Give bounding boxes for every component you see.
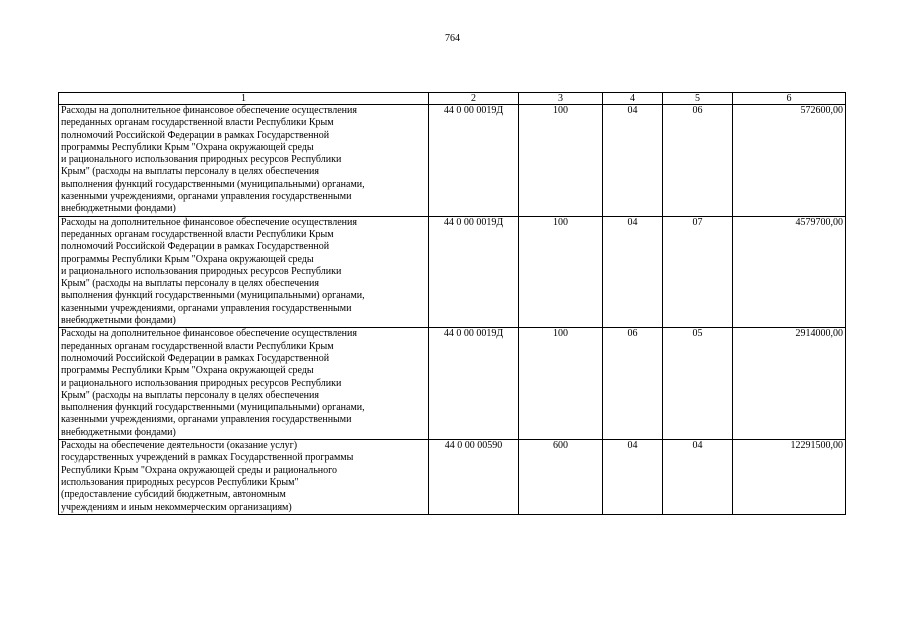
expense-name-line: переданных органам государственной власти Республики Крым bbox=[61, 228, 334, 240]
expense-name-line: казенными учреждениями, органами управления государственными bbox=[61, 414, 352, 426]
header-col-3: 3 bbox=[519, 93, 603, 105]
expense-name-line: внебюджетными фондами) bbox=[61, 315, 176, 327]
expense-name-line: Расходы на обеспечение деятельности (оказание услуг) bbox=[61, 440, 298, 452]
expense-name-line: Расходы на дополнительное финансовое обеспечение осуществления bbox=[61, 328, 357, 340]
expense-name-line: полномочий Российской Федерации в рамках Государственной bbox=[61, 129, 330, 141]
expense-name-line: Крым" (расходы на выплаты персоналу в целях обеспечения bbox=[61, 278, 319, 290]
table-row bbox=[59, 440, 846, 515]
target-article-code: 44 0 00 0019Д bbox=[429, 328, 519, 440]
expense-name-line: выполнения функций государственными (муниципальными) органами, bbox=[61, 290, 365, 302]
amount-cell: 2914000,00 bbox=[733, 328, 846, 440]
header-col-2: 2 bbox=[429, 93, 519, 105]
table-row bbox=[59, 328, 846, 440]
expense-name-line: полномочий Российской Федерации в рамках Государственной bbox=[61, 352, 330, 364]
expense-type-code: 600 bbox=[519, 440, 603, 515]
expense-name-line: внебюджетными фондами) bbox=[61, 203, 176, 215]
expense-name-line: программы Республики Крым "Охрана окружающей среды bbox=[61, 141, 314, 153]
expense-name-line: выполнения функций государственными (муниципальными) органами, bbox=[61, 178, 365, 190]
header-col-1: 1 bbox=[59, 93, 429, 105]
expense-name-cell bbox=[59, 328, 429, 440]
subsection-code: 06 bbox=[663, 105, 733, 217]
subsection-code: 07 bbox=[663, 216, 733, 328]
subsection-code: 05 bbox=[663, 328, 733, 440]
section-code: 04 bbox=[603, 105, 663, 217]
expense-name-line: государственных учреждений в рамках Государственной программы bbox=[61, 452, 354, 464]
expense-name-line: программы Республики Крым "Охрана окружающей среды bbox=[61, 365, 314, 377]
section-code: 04 bbox=[603, 440, 663, 515]
table-row bbox=[59, 105, 846, 217]
expense-name-line: учреждениям и иным некоммерческим организациям) bbox=[61, 501, 292, 513]
expense-name-line: Расходы на дополнительное финансовое обеспечение осуществления bbox=[61, 216, 357, 228]
section-code: 04 bbox=[603, 216, 663, 328]
section-code: 06 bbox=[603, 328, 663, 440]
expense-name-cell bbox=[59, 105, 429, 217]
header-col-6: 6 bbox=[733, 93, 846, 105]
subsection-code: 04 bbox=[663, 440, 733, 515]
table-header-row bbox=[59, 93, 846, 105]
expense-name-line: переданных органам государственной власти Республики Крым bbox=[61, 340, 334, 352]
expense-type-code: 100 bbox=[519, 105, 603, 217]
target-article-code: 44 0 00 00590 bbox=[429, 440, 519, 515]
target-article-code: 44 0 00 0019Д bbox=[429, 216, 519, 328]
expense-name-line: внебюджетными фондами) bbox=[61, 426, 176, 438]
expense-name-line: и рационального использования природных ресурсов Республики bbox=[61, 265, 342, 277]
expense-type-code: 100 bbox=[519, 328, 603, 440]
expense-name-line: Расходы на дополнительное финансовое обеспечение осуществления bbox=[61, 105, 357, 116]
expense-name-line: использования природных ресурсов Республики Крым" bbox=[61, 476, 299, 488]
page-number: 764 bbox=[445, 33, 460, 44]
expense-name-line: программы Республики Крым "Охрана окружающей среды bbox=[61, 253, 314, 265]
expense-name-line: переданных органам государственной власти Республики Крым bbox=[61, 117, 334, 129]
target-article-code: 44 0 00 0019Д bbox=[429, 105, 519, 217]
amount-cell: 4579700,00 bbox=[733, 216, 846, 328]
expense-name-line: и рационального использования природных ресурсов Республики bbox=[61, 377, 342, 389]
header-col-5: 5 bbox=[663, 93, 733, 105]
expense-name-line: Республики Крым "Охрана окружающей среды и рационального bbox=[61, 464, 337, 476]
amount-cell: 12291500,00 bbox=[733, 440, 846, 515]
expense-name-line: полномочий Российской Федерации в рамках Государственной bbox=[61, 241, 330, 253]
expense-name-cell bbox=[59, 440, 429, 515]
expense-name-line: Крым" (расходы на выплаты персоналу в целях обеспечения bbox=[61, 166, 319, 178]
expense-name-line: и рационального использования природных ресурсов Республики bbox=[61, 154, 342, 166]
expense-type-code: 100 bbox=[519, 216, 603, 328]
expense-name-line: (предоставление субсидий бюджетным, автономным bbox=[61, 489, 286, 501]
expense-name-line: выполнения функций государственными (муниципальными) органами, bbox=[61, 402, 365, 414]
budget-table bbox=[58, 92, 846, 515]
table-row bbox=[59, 216, 846, 328]
expense-name-line: казенными учреждениями, органами управления государственными bbox=[61, 191, 352, 203]
expense-name-cell bbox=[59, 216, 429, 328]
amount-cell: 572600,00 bbox=[733, 105, 846, 217]
expense-name-line: казенными учреждениями, органами управления государственными bbox=[61, 302, 352, 314]
header-col-4: 4 bbox=[603, 93, 663, 105]
expense-name-line: Крым" (расходы на выплаты персоналу в целях обеспечения bbox=[61, 389, 319, 401]
